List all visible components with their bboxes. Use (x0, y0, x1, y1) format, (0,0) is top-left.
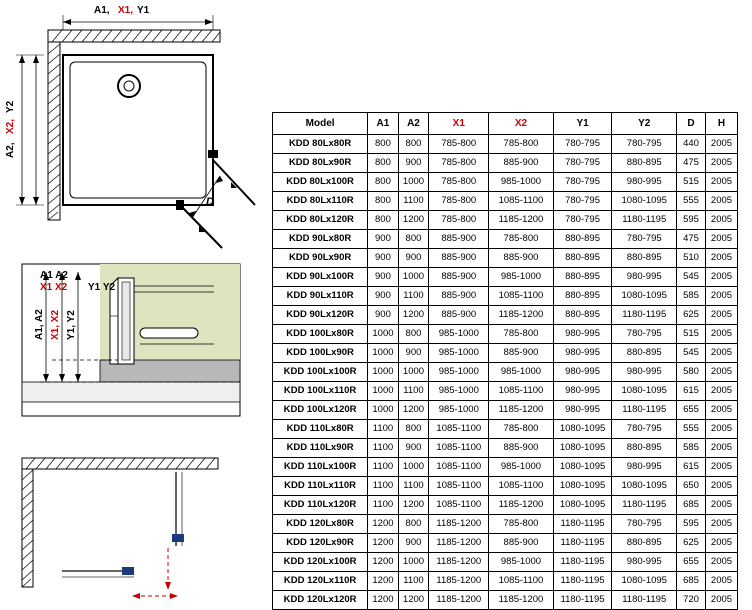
table-row (273, 344, 738, 363)
cell-value: 780-795 (612, 135, 677, 154)
header-y1: Y1 (553, 113, 612, 135)
cell-value: 1185-1200 (489, 591, 553, 610)
cell-value: 1185-1200 (429, 534, 489, 553)
top-wall (48, 30, 220, 42)
cell-value: 785-800 (429, 192, 489, 211)
cell-value: 785-800 (489, 135, 553, 154)
spec-table (272, 112, 738, 610)
cell-value: 685 (677, 496, 706, 515)
cell-value: 1100 (368, 477, 399, 496)
table-row (273, 534, 738, 553)
cell-value: 1200 (368, 553, 399, 572)
header-a1: A1 (368, 113, 399, 135)
cell-value: 2005 (705, 344, 737, 363)
label-a1-a2: A1, A2 (34, 309, 45, 340)
label-a2: A2, (5, 142, 16, 158)
cell-value: 800 (398, 230, 429, 249)
cell-value: 885-900 (429, 249, 489, 268)
cell-value: 1185-1200 (429, 572, 489, 591)
cell-value: 880-895 (612, 249, 677, 268)
cell-model: KDD 110Lx80R (273, 420, 368, 439)
cell-value: 2005 (705, 268, 737, 287)
cell-value: 885-900 (429, 306, 489, 325)
cell-value: 785-800 (429, 154, 489, 173)
cell-value: 1085-1100 (489, 382, 553, 401)
cell-model: KDD 80Lx100R (273, 173, 368, 192)
top-dimension-line (63, 15, 213, 30)
cell-model: KDD 100Lx120R (273, 401, 368, 420)
cell-value: 1080-1095 (553, 439, 612, 458)
cell-value: 595 (677, 515, 706, 534)
cell-model: KDD 100Lx80R (273, 325, 368, 344)
table-row (273, 192, 738, 211)
table-row (273, 439, 738, 458)
cell-value: 885-900 (489, 154, 553, 173)
cell-value: 1100 (398, 477, 429, 496)
cell-value: 510 (677, 249, 706, 268)
table-row (273, 230, 738, 249)
spec-table-container (272, 112, 738, 610)
cell-value: 885-900 (489, 344, 553, 363)
cell-model: KDD 120Lx120R (273, 591, 368, 610)
cell-value: 2005 (705, 306, 737, 325)
cell-value: 555 (677, 192, 706, 211)
left-wall (48, 42, 60, 220)
cell-value: 1100 (398, 192, 429, 211)
cell-value: 1085-1100 (429, 439, 489, 458)
cell-value: 1185-1200 (429, 515, 489, 534)
label-x2: X2, (5, 118, 16, 134)
cell-value: 880-895 (553, 306, 612, 325)
cell-value: 1000 (398, 268, 429, 287)
cell-value: 2005 (705, 154, 737, 173)
cell-value: 685 (677, 572, 706, 591)
cell-value: 2005 (705, 458, 737, 477)
cell-value: 2005 (705, 553, 737, 572)
cell-value: 800 (368, 211, 399, 230)
table-header-row (273, 113, 738, 135)
cell-model: KDD 100Lx100R (273, 363, 368, 382)
cell-value: 780-795 (553, 154, 612, 173)
cell-value: 720 (677, 591, 706, 610)
shower-tray (63, 55, 213, 205)
cell-model: KDD 120Lx100R (273, 553, 368, 572)
cell-value: 780-795 (612, 230, 677, 249)
table-row (273, 154, 738, 173)
cell-value: 555 (677, 420, 706, 439)
cell-model: KDD 120Lx80R (273, 515, 368, 534)
cell-value: 2005 (705, 363, 737, 382)
cell-value: 980-995 (553, 382, 612, 401)
label-x1-x2: X1, X2 (50, 309, 61, 340)
label-d: D (206, 196, 214, 208)
cell-value: 1000 (398, 553, 429, 572)
table-body (273, 135, 738, 610)
red-arrow-left (132, 593, 140, 599)
elevation-horizontal-panel (62, 567, 134, 577)
cell-value: 980-995 (553, 363, 612, 382)
cell-value: 800 (368, 192, 399, 211)
cell-value: 1200 (368, 515, 399, 534)
cell-value: 580 (677, 363, 706, 382)
cell-value: 985-1000 (489, 458, 553, 477)
cell-value: 1185-1200 (489, 211, 553, 230)
cell-value: 1080-1095 (612, 382, 677, 401)
cell-value: 780-795 (612, 325, 677, 344)
cell-value: 785-800 (429, 135, 489, 154)
cell-value: 800 (398, 325, 429, 344)
cell-value: 1185-1200 (429, 591, 489, 610)
cell-model: KDD 110Lx110R (273, 477, 368, 496)
cell-value: 900 (398, 534, 429, 553)
cell-model: KDD 80Lx80R (273, 135, 368, 154)
cell-model: KDD 120Lx90R (273, 534, 368, 553)
label-x1: X1, (118, 5, 134, 16)
cell-value: 980-995 (553, 344, 612, 363)
table-row (273, 211, 738, 230)
cell-value: 1080-1095 (612, 572, 677, 591)
cell-value: 1200 (398, 591, 429, 610)
cell-value: 515 (677, 325, 706, 344)
header-y2: Y2 (612, 113, 677, 135)
cell-value: 985-1000 (489, 268, 553, 287)
table-row (273, 591, 738, 610)
table-row (273, 420, 738, 439)
cell-value: 2005 (705, 382, 737, 401)
cell-value: 2005 (705, 591, 737, 610)
cell-value: 880-895 (553, 268, 612, 287)
cell-value: 980-995 (612, 268, 677, 287)
cell-value: 900 (398, 154, 429, 173)
cell-value: 785-800 (429, 211, 489, 230)
header-a2: A2 (398, 113, 429, 135)
cell-value: 655 (677, 401, 706, 420)
cell-value: 900 (368, 230, 399, 249)
cell-value: 1180-1195 (612, 306, 677, 325)
cell-value: 1085-1100 (489, 572, 553, 591)
cell-value: 2005 (705, 534, 737, 553)
left-dimension-lines (16, 55, 44, 205)
cell-value: 900 (368, 306, 399, 325)
cell-value: 1180-1195 (553, 572, 612, 591)
label-y2: Y2 (5, 100, 16, 113)
cell-value: 885-900 (429, 287, 489, 306)
cell-model: KDD 110Lx90R (273, 439, 368, 458)
table-row (273, 401, 738, 420)
cell-value: 800 (368, 135, 399, 154)
cell-value: 1000 (398, 173, 429, 192)
cell-value: 1180-1195 (612, 496, 677, 515)
cell-value: 1080-1095 (612, 192, 677, 211)
cell-value: 2005 (705, 230, 737, 249)
cell-value: 880-895 (553, 287, 612, 306)
cell-value: 2005 (705, 135, 737, 154)
cell-value: 625 (677, 534, 706, 553)
cell-value: 1085-1100 (489, 477, 553, 496)
cell-value: 585 (677, 439, 706, 458)
cell-value: 1100 (368, 439, 399, 458)
cell-value: 880-895 (612, 439, 677, 458)
cell-value: 885-900 (489, 249, 553, 268)
cell-value: 1180-1195 (612, 591, 677, 610)
cell-value: 1100 (368, 458, 399, 477)
elevation-vertical-panel (172, 472, 184, 546)
cell-value: 785-800 (429, 173, 489, 192)
cell-value: 2005 (705, 477, 737, 496)
header-model: Model (273, 113, 368, 135)
table-row (273, 306, 738, 325)
cell-value: 800 (398, 135, 429, 154)
cell-model: KDD 90Lx110R (273, 287, 368, 306)
cell-value: 545 (677, 268, 706, 287)
cell-value: 2005 (705, 287, 737, 306)
elevation-left-wall (22, 469, 33, 587)
table-row (273, 249, 738, 268)
cell-value: 1080-1095 (553, 420, 612, 439)
cell-value: 1100 (368, 420, 399, 439)
cell-value: 1185-1200 (489, 401, 553, 420)
cell-value: 2005 (705, 496, 737, 515)
cell-value: 1100 (398, 382, 429, 401)
cell-value: 650 (677, 477, 706, 496)
cell-value: 1100 (368, 496, 399, 515)
cell-value: 1000 (368, 363, 399, 382)
table-row (273, 496, 738, 515)
cell-value: 980-995 (612, 553, 677, 572)
table-row (273, 135, 738, 154)
cell-model: KDD 90Lx90R (273, 249, 368, 268)
cell-value: 780-795 (553, 135, 612, 154)
red-arrow-down (165, 582, 171, 590)
cell-value: 1180-1195 (553, 515, 612, 534)
cell-model: KDD 90Lx120R (273, 306, 368, 325)
cell-value: 1080-1095 (553, 477, 612, 496)
cell-model: KDD 110Lx100R (273, 458, 368, 477)
cell-value: 2005 (705, 211, 737, 230)
cell-model: KDD 120Lx110R (273, 572, 368, 591)
cell-value: 880-895 (612, 154, 677, 173)
cell-value: 1000 (368, 382, 399, 401)
cell-value: 980-995 (612, 363, 677, 382)
cell-value: 980-995 (553, 401, 612, 420)
cell-value: 900 (398, 344, 429, 363)
cell-value: 625 (677, 306, 706, 325)
plan-view-diagram (0, 0, 268, 250)
cell-value: 900 (368, 249, 399, 268)
cell-value: 780-795 (612, 420, 677, 439)
cell-value: 980-995 (612, 458, 677, 477)
table-row (273, 363, 738, 382)
cell-value: 1200 (398, 496, 429, 515)
cell-value: 475 (677, 230, 706, 249)
cell-value: 785-800 (489, 230, 553, 249)
cell-value: 985-1000 (429, 401, 489, 420)
cell-value: 595 (677, 211, 706, 230)
cell-value: 2005 (705, 249, 737, 268)
cell-value: 2005 (705, 515, 737, 534)
cell-value: 2005 (705, 401, 737, 420)
cell-value: 585 (677, 287, 706, 306)
cell-value: 515 (677, 173, 706, 192)
table-row (273, 553, 738, 572)
cell-value: 800 (368, 154, 399, 173)
cell-value: 475 (677, 154, 706, 173)
cell-value: 1080-1095 (553, 458, 612, 477)
cell-value: 985-1000 (429, 363, 489, 382)
cell-value: 1085-1100 (429, 458, 489, 477)
cell-value: 1000 (368, 401, 399, 420)
cell-value: 785-800 (489, 420, 553, 439)
label-a1: A1, (94, 5, 110, 16)
cell-value: 1200 (398, 211, 429, 230)
cell-model: KDD 80Lx120R (273, 211, 368, 230)
cell-value: 1185-1200 (489, 496, 553, 515)
cell-value: 985-1000 (489, 363, 553, 382)
header-h: H (705, 113, 737, 135)
cell-value: 1085-1100 (489, 287, 553, 306)
cell-value: 1100 (398, 287, 429, 306)
cell-value: 1100 (398, 572, 429, 591)
drawings-column (0, 0, 268, 608)
cell-value: 880-895 (553, 249, 612, 268)
cell-value: 1080-1095 (553, 496, 612, 515)
cell-value: 985-1000 (429, 325, 489, 344)
cell-value: 885-900 (489, 534, 553, 553)
table-row (273, 458, 738, 477)
table-row (273, 325, 738, 344)
cell-value: 980-995 (553, 325, 612, 344)
cell-value: 785-800 (489, 325, 553, 344)
cell-value: 900 (368, 268, 399, 287)
cell-value: 2005 (705, 572, 737, 591)
cell-value: 800 (368, 173, 399, 192)
table-row (273, 477, 738, 496)
cell-model: KDD 90Lx100R (273, 268, 368, 287)
label-y1-y2: Y1, Y2 (66, 310, 77, 340)
cell-value: 885-900 (429, 230, 489, 249)
header-d: D (677, 113, 706, 135)
cell-value: 2005 (705, 192, 737, 211)
cell-value: 800 (398, 515, 429, 534)
cell-value: 1085-1100 (429, 420, 489, 439)
cell-value: 1000 (398, 363, 429, 382)
cell-value: 985-1000 (429, 382, 489, 401)
cell-value: 900 (398, 439, 429, 458)
cell-value: 615 (677, 382, 706, 401)
table-row (273, 515, 738, 534)
header-x2: X2 (489, 113, 553, 135)
cell-value: 985-1000 (429, 344, 489, 363)
cell-value: 2005 (705, 325, 737, 344)
table-row (273, 173, 738, 192)
cell-value: 655 (677, 553, 706, 572)
cell-value: 545 (677, 344, 706, 363)
cell-value: 985-1000 (489, 173, 553, 192)
cell-value: 985-1000 (489, 553, 553, 572)
cell-model: KDD 80Lx110R (273, 192, 368, 211)
cell-value: 1085-1100 (489, 192, 553, 211)
label-top-x1-x2: X1 X2 (40, 282, 68, 293)
cell-value: 1185-1200 (489, 306, 553, 325)
elevation-red-arrows (134, 548, 176, 596)
cell-value: 1200 (398, 401, 429, 420)
table-row (273, 572, 738, 591)
cell-value: 1085-1100 (429, 496, 489, 515)
cell-value: 1000 (368, 344, 399, 363)
table-row (273, 268, 738, 287)
cell-value: 1180-1195 (612, 401, 677, 420)
cell-value: 1180-1195 (553, 591, 612, 610)
section-top-labels (0, 256, 268, 302)
cell-value: 2005 (705, 420, 737, 439)
cell-value: 785-800 (489, 515, 553, 534)
cell-value: 780-795 (553, 173, 612, 192)
cell-model: KDD 110Lx120R (273, 496, 368, 515)
cell-value: 1200 (398, 306, 429, 325)
cell-value: 980-995 (612, 173, 677, 192)
cell-value: 1000 (398, 458, 429, 477)
cell-value: 1200 (368, 572, 399, 591)
cell-value: 885-900 (429, 268, 489, 287)
cell-value: 1085-1100 (429, 477, 489, 496)
cell-value: 780-795 (553, 192, 612, 211)
cell-value: 1000 (368, 325, 399, 344)
cell-value: 1180-1195 (553, 534, 612, 553)
cell-value: 1080-1095 (612, 287, 677, 306)
table-row (273, 287, 738, 306)
cell-model: KDD 80Lx90R (273, 154, 368, 173)
cell-value: 900 (398, 249, 429, 268)
cell-value: 880-895 (612, 344, 677, 363)
cell-value: 2005 (705, 173, 737, 192)
cell-model: KDD 90Lx80R (273, 230, 368, 249)
cell-value: 880-895 (612, 534, 677, 553)
cell-value: 1080-1095 (612, 477, 677, 496)
cell-model: KDD 100Lx90R (273, 344, 368, 363)
cell-value: 900 (368, 287, 399, 306)
table-row (273, 382, 738, 401)
cell-value: 1200 (368, 591, 399, 610)
cell-value: 2005 (705, 439, 737, 458)
label-top-a1-a2: A1 A2 (40, 270, 68, 281)
elevation-top-wall (22, 458, 218, 469)
label-top-y1-y2: Y1 Y2 (88, 282, 116, 293)
header-x1: X1 (429, 113, 489, 135)
label-y1: Y1 (137, 5, 150, 16)
cell-value: 1185-1200 (429, 553, 489, 572)
cell-value: 780-795 (553, 211, 612, 230)
cell-value: 880-895 (553, 230, 612, 249)
cell-value: 780-795 (612, 515, 677, 534)
red-arrow-right (170, 593, 178, 599)
cell-model: KDD 100Lx110R (273, 382, 368, 401)
cell-value: 440 (677, 135, 706, 154)
cell-value: 1200 (368, 534, 399, 553)
cell-value: 885-900 (489, 439, 553, 458)
elevation-view-diagram (0, 448, 268, 608)
cell-value: 800 (398, 420, 429, 439)
cell-value: 1180-1195 (553, 553, 612, 572)
cell-value: 615 (677, 458, 706, 477)
cell-value: 1180-1195 (612, 211, 677, 230)
